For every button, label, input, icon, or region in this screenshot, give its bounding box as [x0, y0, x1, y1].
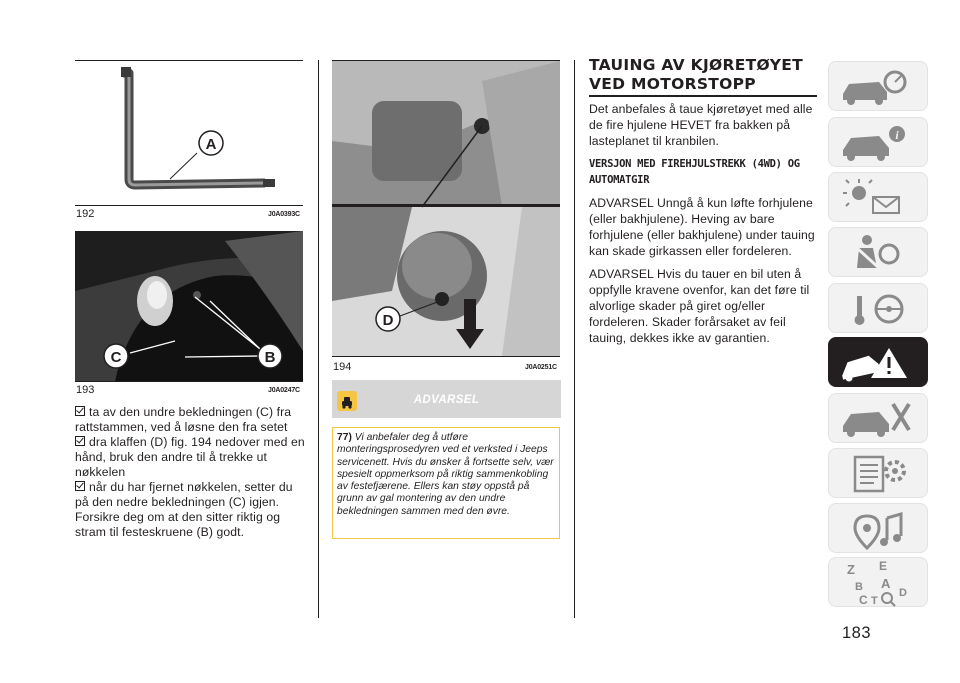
sidebar-tab-multimedia[interactable] — [828, 503, 928, 553]
figure-192-number: 192 — [76, 208, 95, 220]
warning-number: 77) — [337, 432, 352, 443]
warning-header — [332, 380, 561, 418]
key-release-photo — [332, 61, 560, 356]
list-item: ta av den undre bekledningen (C) fra rattstammen, ved å løsne den fra setet — [75, 405, 292, 434]
figure-194-rule — [332, 356, 560, 357]
safety-airbag-icon — [829, 228, 929, 278]
procedure-text — [75, 405, 305, 540]
index-icon — [829, 558, 929, 608]
figure-192-code: J0A0393C — [268, 211, 300, 218]
index-letter: C — [859, 593, 868, 607]
sidebar-tab-warning-lights[interactable] — [828, 172, 928, 222]
warning-box — [332, 427, 560, 539]
car-info-icon — [829, 118, 929, 168]
starting-driving-icon — [829, 284, 929, 334]
figure-193-code: J0A0247C — [268, 387, 300, 394]
callout-b-label: B — [264, 349, 276, 366]
section-title-line-1: TAUING AV KJØRETØYET — [589, 56, 804, 74]
maintenance-icon — [829, 394, 929, 444]
figure-192-rule — [75, 205, 303, 206]
sidebar-tab-technical-data[interactable] — [828, 448, 928, 498]
version-subheading: VERSJON MED FIREHJULSTREKK (4WD) OG AUTOMATGIR — [589, 158, 800, 186]
callout-a-label: A — [205, 136, 217, 153]
figure-193-rule — [75, 381, 303, 382]
checkbox-bullet-icon — [75, 481, 85, 491]
sidebar-tab-dashboard[interactable] — [828, 61, 928, 111]
figure-192-image — [75, 61, 303, 205]
list-item: når du har fjernet nøkkelen, setter du på den nedre bekledningen (C) igjen. — [75, 480, 293, 509]
checkbox-bullet-icon — [75, 436, 85, 446]
warning-lights-icon — [829, 173, 929, 223]
figure-193-number: 193 — [76, 384, 95, 396]
sidebar-tab-index[interactable] — [828, 557, 928, 607]
car-dashboard-icon — [829, 62, 929, 112]
figure-194-image — [332, 61, 560, 356]
list-item: dra klaffen (D) fig. 194 nedover med en hånd, bruk den andre til å trekke ut nøkkelen — [75, 435, 305, 479]
svg-text:i: i — [895, 128, 899, 142]
index-letter: Z — [847, 562, 855, 577]
sidebar-tab-safety[interactable] — [828, 227, 928, 277]
warning-heading: ADVARSEL — [413, 394, 480, 406]
title-underline — [589, 95, 817, 97]
callout-d-label: D — [382, 312, 394, 329]
checkbox-bullet-icon — [75, 406, 85, 416]
steering-column-photo — [75, 231, 303, 381]
page-number: 183 — [842, 624, 872, 642]
index-letter: E — [879, 559, 888, 573]
index-letter: A — [881, 576, 891, 591]
technical-data-icon — [829, 449, 929, 499]
sidebar-tab-emergency[interactable] — [828, 337, 928, 387]
figure-194-number: 194 — [333, 361, 352, 373]
index-letter: T — [871, 595, 878, 607]
section-title-line-2: VED MOTORSTOPP — [589, 75, 756, 93]
callout-c-label: C — [110, 349, 122, 366]
emergency-icon — [829, 338, 929, 388]
index-letter: B — [855, 581, 863, 593]
intro-paragraph: Det anbefales å taue kjøretøyet med alle de fire hjulene HEVET fra bakken på lasteplanet til kranbilen. — [589, 102, 813, 148]
warning-paragraph-1: ADVARSEL Unngå å kun løfte forhjulene (eller bakhjulene). Heving av bare forhjulene (eller bakhjulene) under tauing kan skade girkassen eller fordeleren. — [589, 196, 815, 258]
sidebar-tab-car-info[interactable] — [828, 117, 928, 167]
warning-paragraph-2: ADVARSEL Hvis du tauer en bil uten å oppfylle kravene ovenfor, kan det føre til alvorlige skader på giret og/eller fordeleren. Skader forårsaket av feil tauing, dekkes ikke av garantien. — [589, 267, 810, 345]
column-divider-1 — [318, 60, 319, 618]
torx-key-illustration — [75, 61, 303, 205]
column-divider-2 — [574, 60, 575, 618]
body-paragraph: Forsikre deg om at den sitter riktig og stram til festeskruene (B) godt. — [75, 510, 281, 539]
multimedia-icon — [829, 504, 929, 554]
sidebar-tab-starting-driving[interactable] — [828, 283, 928, 333]
figure-193-image — [75, 231, 303, 381]
towing-text — [589, 101, 821, 353]
figure-194-code: J0A0251C — [525, 364, 557, 371]
warning-text: 77) Vi anbefaler deg å utføre monteringsprosedyren ved et verksted i Jeeps servicenett. Hvis du ønsker å fortsette selv, vær spesielt oppmerksom på riktig sammenkobling av festefjærene. Ellers kan støy oppstå på grunn av gal montering av den undre bekledningen sammen med den øvre. — [337, 432, 554, 517]
sidebar-tab-maintenance[interactable] — [828, 393, 928, 443]
index-letter: D — [899, 587, 907, 599]
section-title — [589, 56, 819, 94]
